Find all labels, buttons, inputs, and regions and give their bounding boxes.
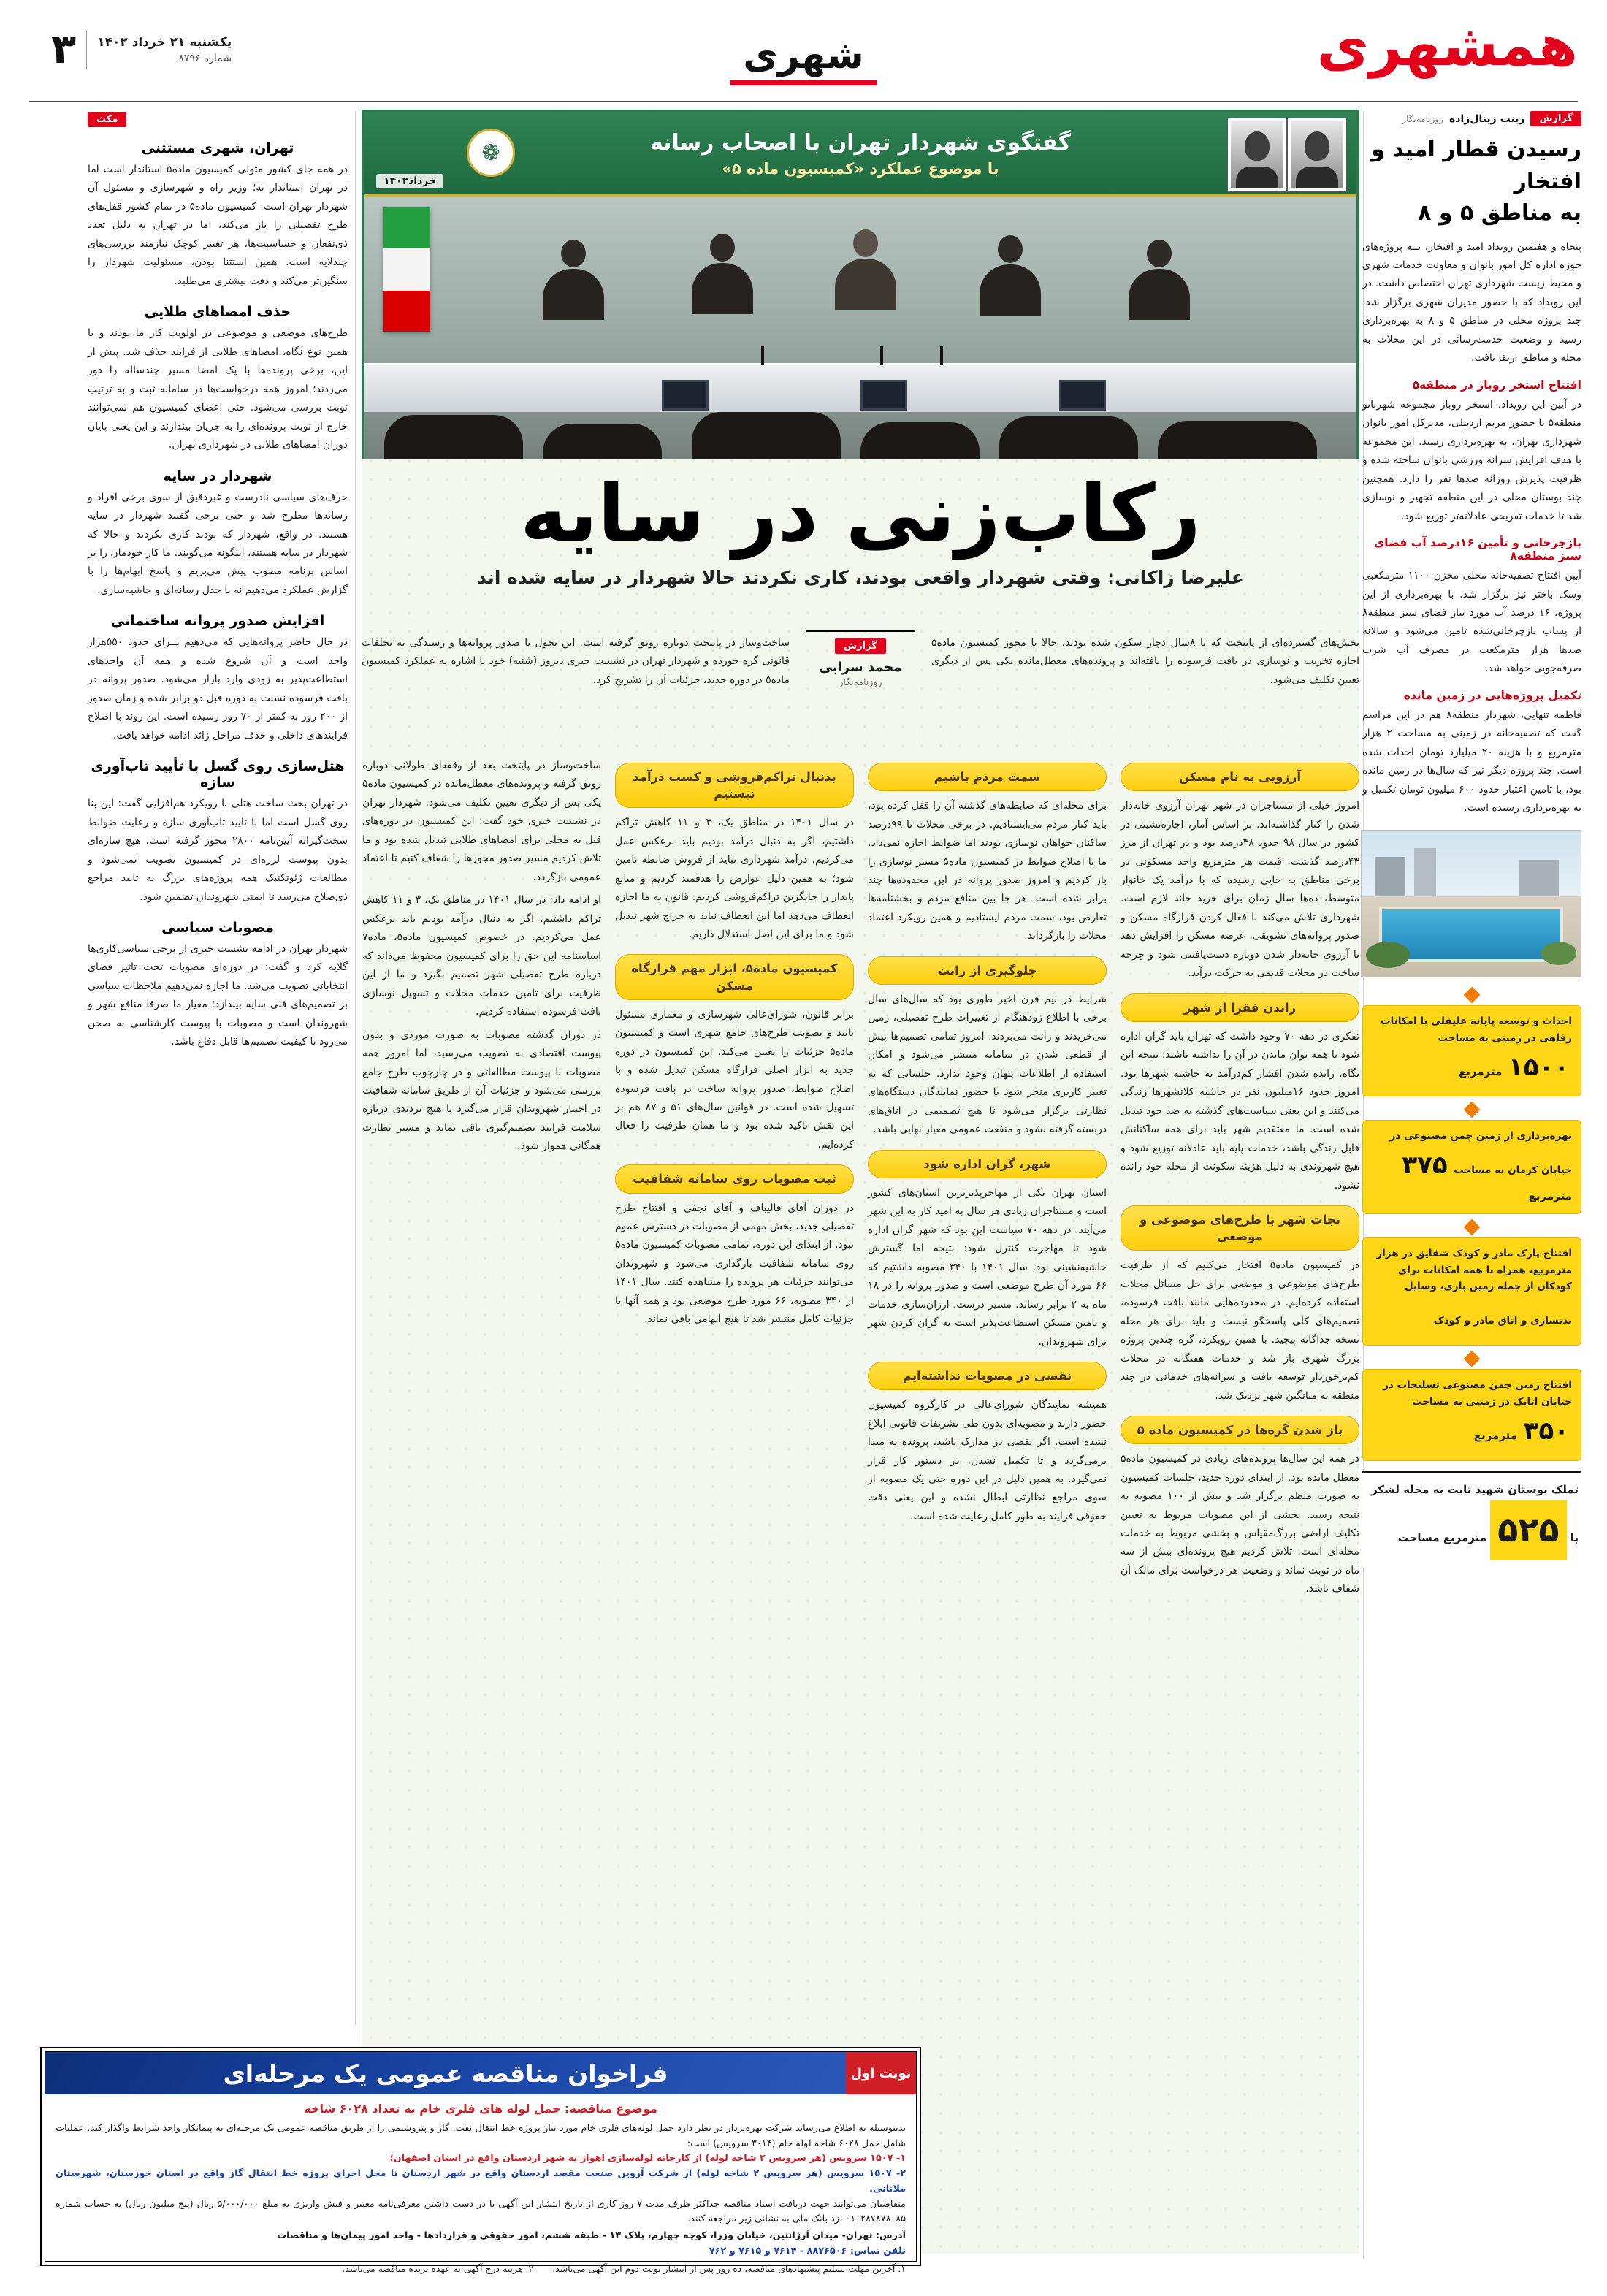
main-subtitle: علیرضا زاکانی: وقتی شهردار واقعی بودند، کاری نکردند حالا شهردار در سایه شده اند bbox=[477, 567, 1244, 589]
section-body: در کمیسیون ماده۵ افتخار می‌کنیم که از ظرفیت طرح‌های موضوعی و موضعی برای حل مسائل محلات استفاده کرده‌ایم. در محدوده‌هایی مانند بافت فرسوده، تصمیم‌های کلی پاسخگو نیست و باید برای هر محله نسخه جداگانه پیچید. با همین رویکرد، گره چندین پروژه بزرگ شهری باز شد و خدمات هفتگانه در محلات کم‌برخوردار توسعه یافت و سرانه‌های خدماتی در چند منطقه به میانگین شهر نزدیک شد. bbox=[1121, 1259, 1359, 1402]
section-pill: بدنبال تراکم‌فروشی و کسب درآمد نیستیم bbox=[615, 763, 854, 808]
arrow-diamond-icon bbox=[1464, 986, 1481, 1003]
portrait-frame-right-2 bbox=[1228, 118, 1286, 191]
main-headline: رکاب‌زنی در سایه bbox=[520, 468, 1201, 560]
section-pill: راندن فقرا از شهر bbox=[1121, 993, 1359, 1022]
moket-paragraph: طرح‌های موضعی و موضوعی در اولویت کار ما بودند و با همین نوع نگاه، امضاهای طلایی از فرایند حذف شد. پیش از این، برخی پرونده‌ها با یک امضا مسیر چندساله را دور می‌زدند؛ امروز همه درخواست‌ها در سامانه ثبت و به ترتیب نوبت بررسی می‌شود. حتی اعضای کمیسیون هم نمی‌توانند خارج از نوبت پرونده‌ای را به جریان بیندازند و این یعنی پایان دوران امضاهای طلایی در شهرداری تهران. bbox=[88, 327, 348, 451]
page-info bbox=[51, 26, 232, 73]
tender-note-2: ۲. هزینه درج آگهی به عهده برنده مناقصه می‌باشد. bbox=[342, 2263, 534, 2275]
sidebar-paragraph: در آیین این رویداد، استخر روباز مجموعه شهربانو منطقه۵ با حضور مریم اردبیلی، مدیرکل امور بانوان شهرداری تهران، به بهره‌برداری رسید. این مجموعه با هدف افزایش سرانه ورزشی بانوان ساخته شده و ظرفیت پذیرش روزانه صدها نفر را دارد. همچنین چند بوستان محلی در این منطقه تجهیز و نوسازی شد تا خدمات تفریحی عادلانه‌تر توزیع شود. bbox=[1362, 398, 1581, 522]
byline-author: محمد سرابی bbox=[819, 660, 902, 675]
issue-number: شماره ۸۷۹۶ bbox=[178, 53, 232, 64]
tender-note-1: ۱. آخرین مهلت تسلیم پیشنهادهای مناقصه، ده روز پس از انتشار نوبت دوم این آگهی می‌باشد. bbox=[552, 2263, 906, 2275]
sidebar-subhead: تکمیل پروژه‌هایی در زمین مانده bbox=[1403, 688, 1581, 702]
footer-big-number: ۵۲۵ bbox=[1490, 1500, 1566, 1560]
moket-subhead: مصوبات سیاسی bbox=[161, 920, 274, 936]
moket-subhead: هتل‌سازی روی گسل با تأیید تاب‌آوری سازه bbox=[91, 758, 345, 791]
sidebar-title: رسیدن قطار امید و افتخار به مناطق ۵ و ۸ bbox=[1371, 137, 1581, 226]
microphone-icon bbox=[761, 346, 764, 365]
byline-box bbox=[806, 630, 915, 687]
section-body: در دوران گذشته مصوبات به صورت موردی و بدون پیوست اقتصادی به تصویب می‌رسید، اما امروز همه مصوبات با پیوست مطالعاتی و در چارچوب طرح جامع بررسی می‌شود و جزئیات آن از طریق سامانه شفافیت در اختیار شهروندان قرار می‌گیرد تا هیچ تردیدی درباره سلامت فرایند تصمیم‌گیری باقی نماند و مسیر نظارت همگانی هموار شود. bbox=[362, 1029, 601, 1153]
nameplate-logo: همشهری bbox=[1316, 13, 1578, 79]
person-silhouette bbox=[1129, 240, 1190, 320]
tender-notice bbox=[40, 2047, 921, 2275]
section-pill: آرزویی به نام مسکن bbox=[1121, 763, 1359, 791]
photo-scene bbox=[364, 197, 1356, 459]
monitor bbox=[860, 380, 907, 411]
section-body: در همه این سال‌ها پرونده‌های زیادی در کمیسیون ماده۵ معطل مانده بود. از ابتدای دوره جدید، جلسات کمیسیون به صورت منظم برگزار شد و بیش از ۱۰۰ مصوبه به نتیجه رسید. بخشی از این مصوبات مربوط به تعیین تکلیف اراضی بزرگ‌مقیاس و بخشی مربوط به خدمات محله‌ای است. تلاش کردیم هیچ پرونده‌ای بیش از سه ماه در نوبت نماند و وضعیت هر درخواست برای مالک آن شفاف باشد. bbox=[1121, 1453, 1360, 1595]
byline-kicker: گزارش bbox=[835, 638, 886, 654]
kicker-badge: گزارش bbox=[1530, 111, 1581, 126]
section-label: شهری bbox=[730, 34, 877, 85]
achievement-number: ۳۷۵ bbox=[1402, 1151, 1448, 1181]
tender-address: آدرس: تهران- میدان آرژانتین، خیابان وزرا، کوچه چهارم، پلاک ۱۳ - طبقه ششم، امور حقوقی و قراردادها - واحد امور پیمان‌ها و مناقصات bbox=[277, 2230, 906, 2241]
arrow-diamond-icon bbox=[1464, 1102, 1481, 1118]
divider bbox=[86, 31, 87, 69]
article-column-2 bbox=[868, 752, 1107, 1530]
section-pill: شهر، گران اداره شود bbox=[868, 1150, 1107, 1178]
tender-edition-badge: نوبت اول bbox=[846, 2052, 916, 2094]
tender-phone: تلفن تماس: ۸۸۷۶۵۰۶ - ۷۶۱۴ و ۷۶۱۵ و ۷۶۲ bbox=[709, 2245, 906, 2257]
moket-subhead: حذف امضاهای طلایی bbox=[144, 304, 291, 321]
achievement-box: افتتاح پارک مادر و کودک شقایق در هزار مترمربع، همراه با همه امکانات برای کودکان از جمله زمین بازی، وسایل بدنسازی و اتاق مادر و کودک bbox=[1362, 1237, 1581, 1346]
press-conference-photo bbox=[362, 110, 1359, 459]
section-pill: باز شدن گره‌ها در کمیسیون ماده ۵ bbox=[1121, 1416, 1359, 1444]
banner-subtitle: با موضوع عملکرد «کمیسیون ماده ۵» bbox=[722, 159, 999, 178]
moket-subhead: تهران، شهری مستثنی bbox=[141, 140, 294, 156]
tender-intro: بدینوسیله به اطلاع می‌رساند شرکت بهره‌بردار در نظر دارد حمل لوله‌های فلزی خام مورد نیاز پروژه خط انتقال نفت، گاز و پتروشیمی را از طریق مناقصه عمومی یک مرحله‌ای به پیمانکار واجد شرایط واگذار کند. عملیات شامل حمل ۶۰۲۸ شاخه لوله خام (۳۰۱۴ سرویس) است: bbox=[56, 2122, 906, 2149]
moket-subhead: شهردار در سایه bbox=[163, 468, 272, 484]
moket-column bbox=[88, 111, 348, 2025]
masthead-rule bbox=[29, 101, 1578, 102]
section-body: برابر قانون، شورای‌عالی شهرسازی و معماری مسئول تایید و تصویب طرح‌های جامع شهری است و کمیسیون ماده۵ جزئیات را تعیین می‌کند. این کمیسیون در دوره جدید به ابزار اصلی قرارگاه مسکن تبدیل شده و با اصلاح ضوابط، صدور پروانه ساخت در بافت فرسوده تسهیل شده است. در قوانین سال‌های ۵۱ و ۸۷ هم بر این نقش تاکید شده بود و ما همان ظرفیت را فعال کرده‌ایم. bbox=[615, 1008, 854, 1151]
section-body: استان تهران یکی از مهاجرپذیرترین استان‌های کشور است و مستاجران زیادی هر سال به امید کار به این شهر می‌آیند. در دهه ۷۰ سیاست این بود که شهر گران اداره شود تا مهاجرت کنترل شود؛ نتیجه اما گسترش حاشیه‌نشینی بود. سال ۱۴۰۱ با ۳۴۰ مصوبه داشتیم که ۶۶ مورد آن طرح موضعی است و صدور پروانه را در ۱۸ ماه به ۲ برابر رساند. مسیر درست، ارزان‌سازی خدمات و تامین مسکن استطاعت‌پذیر است نه گران کردن شهر برای شهروندان. bbox=[868, 1186, 1107, 1348]
column-divider bbox=[355, 111, 356, 2025]
intro-left: ساخت‌وساز در پایتخت دوباره رونق گرفته است. این تحول با صدور پروانه‌ها و رسیدگی به تخلفات قانونی گره خورده و شهردار تهران در نشست خبری دیروز (شنبه) خود با اشاره به عملکرد کمیسیون ماده۵ در دوره جدید، جزئیات آن را تشریح کرد. bbox=[362, 637, 790, 686]
moket-kicker: مکث bbox=[88, 112, 126, 127]
section-body: در دوران آقای قالیباف و آقای نجفی و افتتاح طرح تفصیلی جدید، بخش مهمی از مصوبات در دسترس عموم نبود. از ابتدای این دوره، تمامی مصوبات کمیسیون ماده۵ روی سامانه شفافیت بارگذاری می‌شود و شهروندان می‌توانند جزئیات هر پرونده را مشاهده کنند. سال ۱۴۰۱ از ۳۴۰ مصوبه، ۶۶ مورد طرح موضعی بود و همه آنها با جزئیات کامل منتشر شد تا هیچ ابهامی باقی نماند. bbox=[615, 1202, 854, 1326]
sidebar-footer-stat: تملک بوستان شهید ثابت به محله لشکر با ۵۲۵ مترمربع مساحت bbox=[1362, 1471, 1581, 1568]
section-body: برای محله‌ای که ضابطه‌های گذشته آن را قفل کرده بود، باید کنار مردم می‌ایستادیم. در برخی محلات تا ۹۹درصد ساکنان خواهان نوسازی بودند اما ضوابط اجازه نمی‌داد. ما با اصلاح ضوابط در کمیسیون ماده۵ مسیر نوسازی را باز کردیم و امروز صدور پروانه در این محدوده‌ها چند برابر شده است. هر جا بین منافع مردم و بخشنامه‌ها تعارض بود، سمت مردم ایستادیم و همین رویکرد اعتماد محلات را بازگرداند. bbox=[868, 800, 1107, 942]
tender-subject: موضوع مناقصه: حمل لوله های فلزی خام به تعداد ۶۰۲۸ شاخه bbox=[304, 2102, 657, 2116]
section-pill: نقصی در مصوبات نداشته‌ایم bbox=[868, 1362, 1107, 1390]
page-number: ۳ bbox=[51, 26, 77, 73]
section-body: در سال ۱۴۰۱ در مناطق یک، ۳ و ۱۱ کاهش تراکم داشتیم، اگر به دنبال درآمد بودیم باید برعکس عمل می‌کردیم. درآمد شهرداری نباید از فروش ضابطه تامین شود؛ به همین دلیل عوارض را هدفمند کردیم و منابع پایدار را جایگزین تراکم‌فروشی کردیم. قانون به ما اجازه انعطاف می‌دهد اما این انعطاف نباید به حراج شهر تبدیل شود و ما برای این اصل استدلال داریم. bbox=[615, 817, 854, 940]
achievement-box: افتتاح زمین چمن مصنوعی تسلیحات در خیابان اتابک در زمینی به مساحت ۳۵۰ مترمربع bbox=[1362, 1369, 1581, 1461]
sidebar-paragraph: آیین افتتاح تصفیه‌خانه محلی مخزن ۱۱۰۰ مترمکعبی وسک باختر نیز برگزار شد. با بهره‌برداری از این پروژه، ۱۶ درصد آب مورد نیاز فضای سبز منطقه۸ از پساب بازچرخانی‌شده تامین می‌شود و سالانه صدها هزار مترمکعب در مصرف آب شرب صرفه‌جویی خواهد شد. bbox=[1362, 570, 1582, 675]
section-pill: نجات شهر با طرح‌های موضوعی و موضعی bbox=[1121, 1205, 1359, 1251]
article-column-1 bbox=[1121, 752, 1359, 1603]
sidebar-subhead: افتتاح استخر روباز در منطقه۵ bbox=[1412, 378, 1581, 392]
section-pill: جلوگیری از رانت bbox=[868, 956, 1107, 985]
monitor bbox=[662, 380, 709, 411]
sidebar-article bbox=[1362, 111, 1581, 2266]
achievement-number: ۳۵۰ bbox=[1523, 1416, 1569, 1446]
portrait-frame-right bbox=[1288, 118, 1346, 191]
arrow-diamond-icon bbox=[1464, 1218, 1481, 1235]
issue-date: یکشنبه ۲۱ خرداد ۱۴۰۲ bbox=[97, 35, 232, 50]
byline-role: روزنامه‌نگار bbox=[839, 676, 882, 687]
article-column-3 bbox=[615, 752, 854, 1334]
section-pill: کمیسیون ماده۵، ابزار مهم قرارگاه مسکن bbox=[615, 954, 854, 999]
moket-paragraph: در حال حاضر پروانه‌هایی که می‌دهیم بــرای حدود ۵۵۰هزار واحد است و آن شروع شده و همه آن واحدهای استطاعت‌پذیر به زودی وارد بازار می‌شود. صدور پروانه در بافت فرسوده نسبت به دوره قبل دو برابر شده و زمان صدور از ۲۰۰ روز به کمتر از ۷۰ روز رسیده است. این روند با اصلاح فرایندهای داخلی و حذف مراحل زائد ادامه خواهد یافت. bbox=[88, 636, 348, 741]
moket-subhead: افزایش صدور پروانه ساختمانی bbox=[110, 613, 325, 630]
sidebar-subhead: بازچرخانی و تأمین ۱۶درصد آب فضای سبز منطقه۸ bbox=[1373, 536, 1581, 563]
section-pill: سمت مردم باشیم bbox=[868, 763, 1107, 791]
section-body: شرایط در نیم قرن اخیر طوری بود که سال‌های سال برخی با اطلاع زودهنگام از تغییرات طرح تفصیلی، زمین می‌خریدند و رانت می‌بردند. امروز تمامی تصمیم‌ها پیش از قطعی شدن در سامانه منتشر می‌شود و امکان استفاده از اطلاعات پنهان وجود ندارد. جلساتی که به تغییر کاربری منجر شود با حضور نمایندگان دستگاه‌های نظارتی برگزار می‌شود تا هیچ تصمیمی در اتاق‌های دربسته گرفته نشود و منفعت عمومی معیار نهایی باشد. bbox=[868, 993, 1107, 1136]
tender-item-1: ۱- ۱۵۰۷ سرویس (هر سرویس ۲ شاخه لوله) از کارخانه لوله‌سازی اهواز به شهر اردستان واقع در استان اصفهان؛ bbox=[389, 2153, 906, 2165]
sidebar-author: زینب زینال‌زاده bbox=[1449, 112, 1525, 125]
iran-flag bbox=[383, 207, 430, 332]
photo-banner bbox=[364, 112, 1356, 197]
tender-title: فراخوان مناقصه عمومی یک مرحله‌ای bbox=[45, 2052, 846, 2094]
person-silhouette bbox=[980, 235, 1041, 316]
achievement-number: ۱۵۰۰ bbox=[1508, 1052, 1569, 1082]
pool-photo bbox=[1361, 830, 1581, 977]
banner-title: گفتگوی شهردار تهران با اصحاب رسانه bbox=[649, 129, 1072, 156]
section-body: تفکری در دهه ۷۰ وجود داشت که تهران باید گران اداره شود تا همه توان ماندن در آن را نداشته باشند؛ نتیجه این نگاه، رانده شدن اقشار کم‌درآمد به حاشیه شهرها بود. امروز حدود ۱۶میلیون نفر در حاشیه کلانشهرها زندگی می‌کنند و این یعنی سیاست‌های گذشته به ضد خود تبدیل شده است. ما معتقدیم شهر باید برای همه ساکنانش قابل زندگی باشد، خدمات پایه باید عادلانه توزیع شود و هیچ شهروندی به دلیل هزینه سکونت از محله خود رانده نشود. bbox=[1121, 1030, 1359, 1191]
person-silhouette bbox=[692, 234, 753, 314]
achievement-box: بهره‌برداری از زمین چمن مصنوعی در خیابان کرمان به مساحت ۳۷۵ مترمربع bbox=[1362, 1120, 1581, 1213]
tender-item-2: ۲- ۱۵۰۷ سرویس (هر سرویس ۲ شاخه لوله) از شرکت آروین صنعت مقصد اردستان واقع در شهر اردستان تا محل اجرای پروژه خط انتقال گاز واقع در استان خوزستان، شهرستان ملاثانی. bbox=[56, 2168, 906, 2194]
section-body: امروز خیلی از مستاجران در شهر تهران آرزوی خانه‌دار شدن را کنار گذاشته‌اند. بر اساس آمار، اجاره‌نشینی در کشور در سال ۹۸ حدود ۳۸درصد بود و در تهران از مرز ۴۳درصد گذشت. قیمت هر مترمربع واحد مسکونی در برخی مناطق به جایی رسیده که با درآمد یک خانوار متوسط، ده‌ها سال زمان برای خرید خانه لازم است. شهرداری تلاش می‌کند با فعال کردن قرارگاه مسکن و صدور پروانه‌های تشویقی، عرضه مسکن را افزایش دهد تا آرزوی خانه‌دار شدن دوباره دست‌یافتنی شود و چرخه ساخت در محلات قدیمی به حرکت درآید. bbox=[1121, 800, 1359, 980]
section-body: او ادامه داد: در سال ۱۴۰۱ در مناطق یک، ۳ و ۱۱ کاهش تراکم داشتیم، اگر به دنبال درآمد بودیم باید برعکس عمل می‌کردیم. در خصوص کمیسیون ماده۵، ماده۷ اساسنامه این حق را برای کمیسیون محفوظ می‌داند که درباره طرح تفصیلی شهر تصمیم بگیرد و ما از این ظرفیت برای تامین خدمات محلات و تسهیل نوسازی بافت فرسوده استفاده کردیم. bbox=[362, 894, 602, 1018]
intro-right: بخش‌های گسترده‌ای از پایتخت که تا ۸سال دچار سکون شده بودند، حالا با مجوز کمیسیون ماده۵ اجازه تخریب و نوسازی در بافت فرسوده را یافته‌اند و پرونده‌های معطل‌مانده یکی پس از دیگری تعیین تکلیف می‌شود. bbox=[931, 637, 1359, 686]
section-pill: ثبت مصوبات روی سامانه شفافیت bbox=[615, 1164, 854, 1193]
monitor bbox=[1059, 380, 1106, 411]
section-body: همیشه نمایندگان شورای‌عالی در کارگروه کمیسیون حضور دارند و مصوبه‌ای بدون طی تشریفات قانونی ابلاغ نشده است. اگر نقصی در مدارک باشد، پرونده به مبدا برمی‌گردد و تا تکمیل نشدن، در دستور کار قرار نمی‌گیرد. به همین دلیل در این دوره حتی یک مصوبه از سوی مراجع نظارتی ابطال نشده و این یعنی دقت حقوقی فرایند به طور کامل رعایت شده است. bbox=[868, 1399, 1107, 1522]
moket-paragraph: در همه جای کشور متولی کمیسیون ماده۵ استاندار است اما در تهران استاندار نه؛ وزیر راه و شهرسازی و مسئول آن شهردار تهران است. کمیسیون ماده۵ در تمام کشور قفل‌های طرح تفصیلی را باز می‌کند، اما در تهران به دلیل تعدد ذی‌نفعان و حساسیت‌ها، هر تغییر کوچک نیازمند بررسی‌های چندلایه است. همین استثنا بودن، مسئولیت شهردار را سنگین‌تر می‌کند و دقت بیشتری می‌طلبد. bbox=[88, 164, 348, 287]
municipality-logo: ❁ bbox=[467, 129, 515, 177]
article-column-4 bbox=[362, 752, 601, 1161]
mayor-silhouette bbox=[831, 229, 901, 310]
tender-body: متقاضیان می‌توانند جهت دریافت اسناد مناقصه حداکثر ظرف مدت ۷ روز کاری از تاریخ انتشار این آگهی با در دست داشتن معرفی‌نامه معتبر و فیش واریزی به مبلغ ۵/۰۰۰/۰۰۰ ریال (پنج میلیون ریال) به حساب شماره ۰۱۰۲۸۷۸۷۸۰۸۵ نزد بانک ملی به نشانی زیر مراجعه کنند. bbox=[56, 2198, 906, 2225]
sidebar-paragraph: فاطمه تنهایی، شهردار منطقه۸ هم در این مراسم گفت که تصفیه‌خانه در زمینی به مساحت ۲ هزار مترمربع و با هزینه ۲۰ میلیارد تومان احداث شده است. چند پروژه دیگر نیز که سال‌ها در زمین مانده بود، با تامین اعتبار حدود ۶۰۰ میلیون تومان تکمیل و به بهره‌برداری رسیده است. bbox=[1362, 709, 1581, 815]
main-article bbox=[362, 110, 1359, 2254]
person-silhouette bbox=[543, 240, 604, 320]
microphone-icon bbox=[880, 346, 883, 365]
sidebar-author-role: روزنامه‌نگار bbox=[1402, 113, 1443, 124]
section-body: ساخت‌وساز در پایتخت بعد از وقفه‌ای طولانی دوباره رونق گرفته و پرونده‌های معطل‌مانده در کمیسیون ماده۵ یکی پس از دیگری تعیین تکلیف می‌شود. شهردار تهران در نشست خبری خود گفت: این کمیسیون در دوره‌های قبل به محلی برای امضاهای طلایی تبدیل شده بود و ما تلاش کردیم مسیر صدور مجوزها را شفاف کنیم تا اعتماد عمومی بازگردد. bbox=[362, 760, 601, 883]
microphone-icon bbox=[940, 346, 943, 365]
audience-row bbox=[364, 411, 1356, 459]
moket-paragraph: حرف‌های سیاسی نادرست و غیردقیق از سوی برخی افراد و رسانه‌ها مطرح شد و حتی برخی گفتند شهردار در سایه هستند. در واقع، شهردار که بودند کاری نکردند و حالا که شهردار در سایه هستند، اینگونه می‌گویند. ما کار خودمان را بر اساس برنامه مصوب پیش می‌بریم و پاسخ ابهام‌ها را با گزارش عملکرد می‌دهیم نه با جدل رسانه‌ای و حاشیه‌سازی. bbox=[88, 491, 348, 596]
arrow-diamond-icon bbox=[1464, 1351, 1481, 1368]
achievement-box: احداث و توسعه پایانه علیقلی با امکانات رفاهی در زمینی به مساحت ۱۵۰۰ مترمربع bbox=[1362, 1005, 1581, 1097]
banner-date: خرداد۱۴۰۲ bbox=[376, 174, 443, 188]
moket-paragraph: شهردار تهران در ادامه نشست خبری از برخی سیاسی‌کاری‌ها گلایه کرد و گفت: در دوره‌ای مصوبات تحت تاثیر فضای انتخاباتی تصویب می‌شد. ما اجازه نمی‌دهیم ملاحظات سیاسی بر تصمیم‌های فنی سایه بیندازد؛ معیار ما صرفا منافع شهر و شهروندان است و مصوبات با پیوست کارشناسی به صحن می‌رود تا کیفیت تصمیم‌ها قابل دفاع باشد. bbox=[88, 943, 348, 1048]
moket-paragraph: در تهران بحث ساخت هتلی با رویکرد هم‌افزایی گفت: این بنا روی گسل است اما با تایید تاب‌آوری سازه و رعایت ضوابط سخت‌گیرانه آیین‌نامه ۲۸۰۰ مجوز گرفته است. هیچ سازه‌ای بدون پیوست لرزه‌ای در کمیسیون تصویب نمی‌شود و مطالعات ژئوتکنیک همه پروژه‌های بزرگ به تایید مراجع ذی‌صلاح می‌رسد تا ایمنی شهروندان تضمین شود. bbox=[88, 798, 348, 903]
sidebar-paragraph: پنجاه و هفتمین رویداد امید و افتخار، بــه پروژه‌های حوزه اداره کل امور بانوان و معاونت خدمات شهری و محیط زیست شهرداری تهران اختصاص داشت. در این رویداد که با حضور مدیران شهری برگزار شد، چند پروژه محلی در مناطق ۵ و ۸ به بهره‌برداری رسید و وضعیت خدمت‌رسانی در این محلات به محله و مناطق ارتقا یافت. bbox=[1362, 240, 1581, 365]
